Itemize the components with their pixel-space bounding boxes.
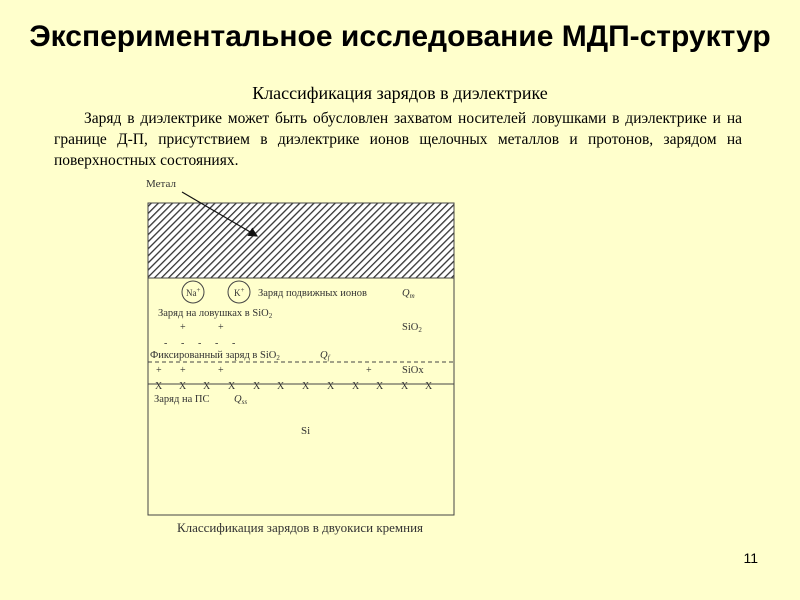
si-label: Si [301, 425, 311, 437]
trap-minus-3: - [198, 338, 202, 349]
ss-x-10: X [376, 381, 384, 392]
ss-x-2: X [179, 381, 187, 392]
trap-minus-1: - [164, 338, 168, 349]
fixed-charge-symbol: Qf [320, 350, 330, 362]
sio2-label: SiO2 [402, 322, 422, 334]
mobile-charge-label: Заряд подвижных ионов [258, 288, 367, 299]
trap-minus-2: - [181, 338, 185, 349]
ss-x-3: X [203, 381, 211, 392]
ss-x-6: X [277, 381, 285, 392]
na-ion-label: Na+ [186, 286, 201, 298]
ss-x-1: X [155, 381, 163, 392]
ss-x-4: X [228, 381, 236, 392]
metal-layer [148, 203, 454, 278]
ss-charge-label: Заряд на ПС [154, 394, 210, 405]
ss-x-8: X [327, 381, 335, 392]
fixed-plus-3: + [218, 365, 224, 376]
diagram-caption: Классификация зарядов в двуокиси кремния [176, 520, 424, 535]
ss-x-11: X [401, 381, 409, 392]
siox-label: SiOx [402, 365, 424, 376]
section-subtitle: Классификация зарядов в диэлектрике [252, 83, 548, 103]
ss-charge-symbol: Qss [234, 394, 248, 406]
fixed-plus-4: + [366, 365, 372, 376]
trap-plus-2: + [218, 322, 224, 333]
ss-x-5: X [253, 381, 261, 392]
body-paragraph: Заряд в диэлектрике может быть обусловлен захватом носителей ловушками в диэлектрике и на границе Д-П, присутствием в диэлектрике ионов щелочных металлов и протонов, зарядом на поверхностных состояниях. [54, 110, 742, 169]
fixed-plus-1: + [156, 365, 162, 376]
page-title: Экспериментальное исследование МДП-структур [29, 20, 771, 53]
trap-plus-1: + [180, 322, 186, 333]
fixed-plus-2: + [180, 365, 186, 376]
page-number: 11 [743, 550, 758, 566]
ss-x-9: X [352, 381, 360, 392]
k-ion-label: K+ [234, 286, 245, 298]
trap-minus-5: - [232, 338, 236, 349]
trap-charge-label: Заряд на ловушках в SiO2 [158, 308, 273, 320]
ss-x-12: X [425, 381, 433, 392]
ss-x-7: X [302, 381, 310, 392]
metal-label: Метал [146, 178, 176, 190]
fixed-charge-label: Фиксированный заряд в SiO2 [150, 350, 280, 362]
mobile-charge-symbol: Qm [402, 288, 415, 300]
trap-minus-4: - [215, 338, 219, 349]
